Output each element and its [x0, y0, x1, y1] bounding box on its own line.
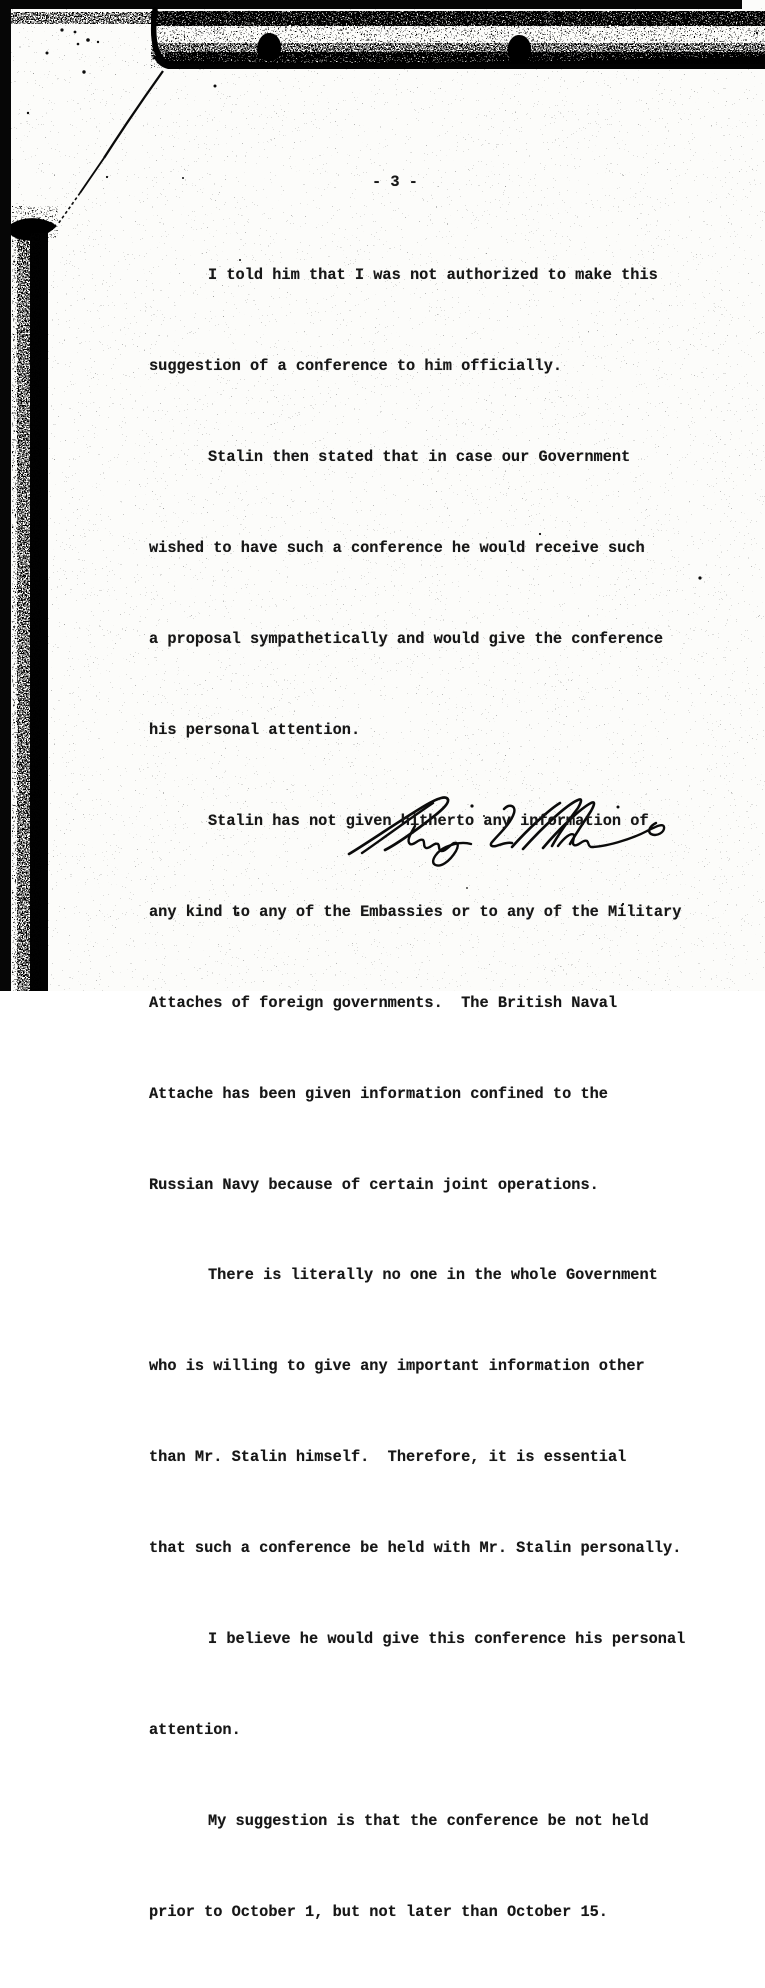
text-line: a proposal sympathetically and would give the conference	[149, 629, 664, 648]
top-black-bar	[8, 0, 742, 9]
text-line: that such a conference be held with Mr. Stalin personally.	[149, 1539, 682, 1558]
text-line: than Mr. Stalin himself. Therefore, it is essential	[149, 1448, 627, 1467]
text-line: Attache has been given information confined to the	[149, 1084, 608, 1103]
left-black-bar	[0, 0, 11, 991]
text-line: any kind to any of the Embassies or to any of the Military	[149, 902, 682, 921]
text-line: Stalin has not given hitherto any information of	[208, 811, 649, 830]
text-line: My suggestion is that the conference be not held	[208, 1812, 649, 1831]
page-number: - 3 -	[372, 173, 418, 191]
text-line: Stalin then stated that in case our Government	[208, 447, 631, 466]
text-line: I told him that I was not authorized to make this	[208, 265, 658, 284]
text-line: There is literally no one in the whole Government	[208, 1266, 658, 1285]
text-line: attention.	[149, 1721, 241, 1740]
text-line: Attaches of foreign governments. The British Naval	[149, 993, 618, 1012]
text-line: suggestion of a conference to him officially.	[149, 356, 563, 375]
memo-body	[149, 199, 685, 1988]
text-line: prior to October 1, but not later than October 15.	[149, 1903, 608, 1922]
text-line: his personal attention.	[149, 720, 361, 739]
text-line: I believe he would give this conference his personal	[208, 1630, 686, 1649]
text-line: wished to have such a conference he would receive such	[149, 538, 645, 557]
text-line: Russian Navy because of certain joint operations.	[149, 1175, 599, 1194]
text-line: who is willing to give any important information other	[149, 1357, 645, 1376]
